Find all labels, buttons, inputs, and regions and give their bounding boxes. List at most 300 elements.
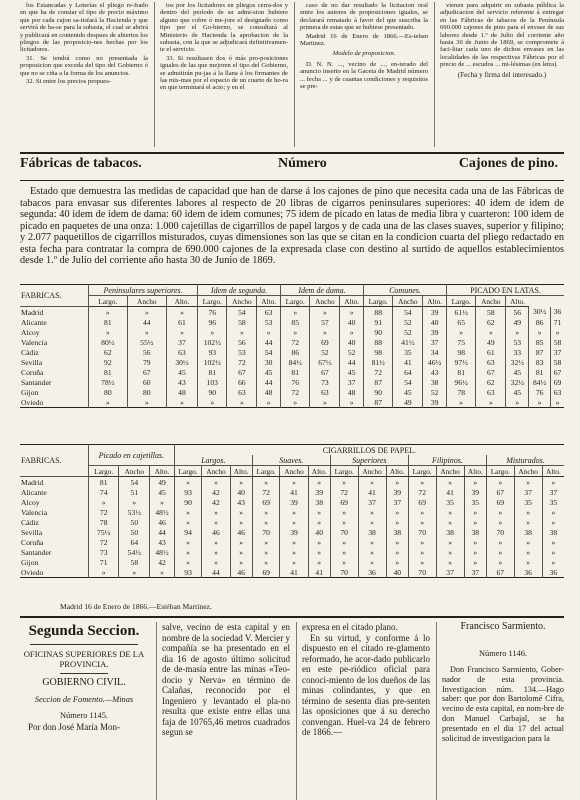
column-subheader: Alto. xyxy=(542,466,564,477)
closing-line: (Fecha y firma del interesado.) xyxy=(457,70,547,79)
table-cell: » xyxy=(202,557,230,567)
factory-name: Santander xyxy=(21,547,52,557)
table-cell: 45 xyxy=(506,367,529,377)
table-cell: 71 xyxy=(550,317,564,327)
column-subheader: Largo. xyxy=(89,466,119,477)
table-cell: 72 xyxy=(252,487,280,497)
table-cell: 93 xyxy=(174,567,202,578)
table-cell: 35 xyxy=(436,497,464,507)
table-cell: 33 xyxy=(506,347,529,357)
column-subheader: Ancho xyxy=(127,296,166,307)
table-row xyxy=(20,557,564,567)
table-cell: 46 xyxy=(202,527,230,537)
rule xyxy=(20,616,564,618)
table-cell: » xyxy=(166,307,197,318)
table-cell: » xyxy=(542,507,564,517)
table-cell: 70 xyxy=(408,527,436,537)
table-cell: 45 xyxy=(257,367,281,377)
table-row xyxy=(20,497,564,507)
group-header: Comunes. xyxy=(364,285,447,296)
table-cell: 94 xyxy=(174,527,202,537)
table-cell: 46½ xyxy=(423,357,447,367)
rule xyxy=(20,180,564,181)
table-cell: 36 xyxy=(550,307,564,318)
table-cell: 102½ xyxy=(198,357,227,367)
factory-name: Alcoy xyxy=(21,497,40,507)
table-cell: » xyxy=(514,547,542,557)
table-cell: » xyxy=(408,547,436,557)
factory-name: Valencia xyxy=(21,337,48,347)
table-cell: 56 xyxy=(227,337,257,347)
table-cell: 51 xyxy=(119,487,150,497)
table-cell: 67½ xyxy=(310,357,340,367)
table-cell: 44 xyxy=(202,567,230,578)
table-cell: 81½ xyxy=(364,357,393,367)
table-cell: 50 xyxy=(119,527,150,537)
table-cell: 85 xyxy=(281,317,310,327)
table-cell: 37 xyxy=(386,497,408,507)
table-cell: 78 xyxy=(89,517,119,527)
table-cell: 43 xyxy=(150,537,174,547)
group-header: PICADO EN LATAS. xyxy=(446,285,564,296)
table-cell: 43 xyxy=(423,367,447,377)
factory-name: Gijon xyxy=(21,387,39,397)
table-cell: » xyxy=(166,327,197,337)
model-heading: Modelo de proposicion. xyxy=(332,50,396,58)
table-cell: » xyxy=(340,397,364,408)
table-cell: 40 xyxy=(230,487,252,497)
table-cell: 38 xyxy=(308,497,330,507)
table-cell: 69 xyxy=(408,497,436,507)
column-subheader: Alto. xyxy=(386,466,408,477)
table-cell: 49 xyxy=(393,397,423,408)
table-cell: 84½ xyxy=(281,357,310,367)
paragraph: los Estancadas y Loterías el pliego re-frado en que ha de constar el tipo de precio máximo que por cada cajon sa-tisfará la Hacienda y que servirá de ba-se para la subasta, el cual se abrirá y publicará en contenido despues de abiertos los pliegos de las proposicio-nes hechas por los licitadores. xyxy=(20,2,148,54)
table-cell: 64 xyxy=(393,367,423,377)
table-cell: 73 xyxy=(89,547,119,557)
table-cell: » xyxy=(464,507,486,517)
column-subheader: Largo. xyxy=(174,466,202,477)
table-row xyxy=(20,337,564,347)
table-cell: 38 xyxy=(386,527,408,537)
table-cell: 37 xyxy=(166,337,197,347)
table-row xyxy=(20,377,564,387)
table-cell: » xyxy=(386,477,408,488)
table-cell: 78 xyxy=(446,387,475,397)
table-cell: » xyxy=(89,307,128,318)
table-cell: » xyxy=(308,547,330,557)
section-title: Segunda Seccion. xyxy=(28,623,140,639)
group-header: Picado en cajetillas. xyxy=(89,445,175,466)
column-subheader: Largo. xyxy=(198,296,227,307)
table-cell: » xyxy=(198,397,227,408)
table-cell: 52 xyxy=(310,347,340,357)
table-cell: » xyxy=(202,547,230,557)
table-cell: » xyxy=(119,567,150,578)
table-cell: 48 xyxy=(257,387,281,397)
table-cell: » xyxy=(358,507,386,517)
table-cell: 81 xyxy=(89,367,128,377)
table-cell: 86 xyxy=(281,347,310,357)
table-cell: 39 xyxy=(308,487,330,497)
table-cell: » xyxy=(202,537,230,547)
table-cell: » xyxy=(486,507,514,517)
table-cell: 34 xyxy=(423,347,447,357)
table-cell: 52 xyxy=(340,347,364,357)
paragraph: expresa en el citado plano. xyxy=(302,622,398,632)
table-cell: 87 xyxy=(364,377,393,387)
table-cell: 54 xyxy=(257,347,281,357)
factory-name: Valencia xyxy=(21,507,48,517)
table-cell: 76 xyxy=(529,387,551,397)
table-cell: 102½ xyxy=(198,337,227,347)
table-cell: 52 xyxy=(423,387,447,397)
table-cell: 39 xyxy=(423,307,447,318)
table-cell: 53½ xyxy=(119,507,150,517)
table-cell: 30½ xyxy=(166,357,197,367)
table-cell: 48 xyxy=(166,387,197,397)
table-cell: » xyxy=(408,507,436,517)
table-cell: » xyxy=(542,547,564,557)
fabricas-header: FABRICAS. xyxy=(20,445,89,477)
table-cell: » xyxy=(446,327,475,337)
table-cell: 30 xyxy=(257,357,281,367)
table-cell: 81 xyxy=(89,317,128,327)
table-cell: » xyxy=(174,507,202,517)
table-cell: 72 xyxy=(408,487,436,497)
column-subheader: Alto. xyxy=(257,296,281,307)
column-subheader: Ancho xyxy=(476,296,506,307)
table-row xyxy=(20,367,564,377)
table-cell: » xyxy=(174,477,202,488)
table-cell: 46 xyxy=(150,517,174,527)
factory-name: Madrid xyxy=(21,477,44,487)
table-cell: » xyxy=(436,517,464,527)
table-cell: 85 xyxy=(529,337,551,347)
table-cell: 40 xyxy=(340,337,364,347)
table-cell: 63 xyxy=(550,387,564,397)
paragraph: Madrid 16 de Enero de 1866.—Es-teban Martinez. xyxy=(300,32,428,48)
table-cell: 76 xyxy=(281,377,310,387)
table-row xyxy=(20,347,564,357)
factory-name: Alcoy xyxy=(21,327,40,337)
table-cell: 67 xyxy=(227,367,257,377)
gobierno-civil: GOBIERNO CIVIL. xyxy=(42,677,126,688)
table-cell: » xyxy=(281,327,310,337)
table-cell: » xyxy=(310,397,340,408)
signature: Madrid 16 de Enero de 1866.—Estéban Martinez. xyxy=(60,602,212,611)
table-row xyxy=(20,487,564,497)
table-row xyxy=(20,307,564,318)
bottom-column-2 xyxy=(162,622,290,738)
table-cell: » xyxy=(166,397,197,408)
table-cell: 66 xyxy=(227,377,257,387)
table-cell: 72 xyxy=(281,337,310,347)
column-subheader: Alto. xyxy=(464,466,486,477)
table-cell: 41 xyxy=(436,487,464,497)
table-cell: » xyxy=(446,397,475,408)
gazette-page xyxy=(14,0,566,800)
table-cell: 93 xyxy=(198,347,227,357)
factory-name: Sevilla xyxy=(21,357,43,367)
table-cell: 40 xyxy=(308,527,330,537)
table-cell: 88 xyxy=(364,307,393,318)
table-cell: 76 xyxy=(198,307,227,318)
table-cell: 52 xyxy=(393,327,423,337)
table-cell: 44 xyxy=(257,377,281,387)
table-cell: » xyxy=(464,517,486,527)
table-cell: 37 xyxy=(423,337,447,347)
table-cell: » xyxy=(358,517,386,527)
table-cell: 58 xyxy=(550,337,564,347)
column-divider xyxy=(156,622,157,800)
table-cell: 65 xyxy=(446,317,475,327)
table-cell: » xyxy=(150,567,174,578)
table-cell: 69 xyxy=(550,377,564,387)
table-cell: 61½ xyxy=(446,307,475,318)
table-cell: 87 xyxy=(364,397,393,408)
table-cell: » xyxy=(308,537,330,547)
group-header: Idem de dama. xyxy=(281,285,364,296)
table-cell: 58 xyxy=(550,357,564,367)
table-cell: 88 xyxy=(364,337,393,347)
table-cell: » xyxy=(227,397,257,408)
table-cell: » xyxy=(127,327,166,337)
table-cell: 53 xyxy=(227,347,257,357)
table-cell: » xyxy=(281,397,310,408)
table-cell: 72 xyxy=(227,357,257,367)
table-cell: 62 xyxy=(89,347,128,357)
table-cell: » xyxy=(542,537,564,547)
table-cell: » xyxy=(386,557,408,567)
column-divider xyxy=(434,2,435,147)
table-cell: 45 xyxy=(393,387,423,397)
paragraph: En su virtud, y conforme á lo dispuesto en el citado re-glamento reformado, he acor-dado publicarlo en este pe-riódico oficial para conoci-miento de los dueños de las minas colindantes, y que en término de sesenta dias pre-senten las oposiciones que á su derecho convengan. Huel-va 24 de febrero de 1866.— xyxy=(302,632,430,737)
section-subtitle: OFICINAS SUPERIORES DE LA PROVINCIA. xyxy=(23,649,145,669)
table-cell: » xyxy=(550,327,564,337)
table-row xyxy=(20,517,564,527)
table-cell: » xyxy=(436,547,464,557)
table-cell: » xyxy=(486,537,514,547)
table-cell: » xyxy=(358,557,386,567)
column-subheader: Alto. xyxy=(308,466,330,477)
table-cell: 84½ xyxy=(529,377,551,387)
table-cell: » xyxy=(310,327,340,337)
factory-name: Cádiz xyxy=(21,347,39,357)
table-cell: » xyxy=(202,517,230,527)
table-cell: » xyxy=(542,517,564,527)
paragraph: salve, vecino de esta capital y en nombre de la sociedad V. Mercier y compañía se ha presentado en el dia 16 de agosto último solicitud de de-masía entre las minas «Teo-docio y Nerva» en término de Calañas, reconocido por el Ingeniero y levantado el pla-no resulta que existe entre ellas una faja de 10765,46 metros cuadrados segun se xyxy=(162,622,290,737)
table-cell: 45 xyxy=(506,387,529,397)
table-cell: » xyxy=(514,517,542,527)
table-cell: 61 xyxy=(166,317,197,327)
table-cell: » xyxy=(340,327,364,337)
group-header: Suaves. xyxy=(252,455,330,466)
table-cell: 54½ xyxy=(119,547,150,557)
factory-name: Oviedo xyxy=(21,567,44,577)
table-row xyxy=(20,537,564,547)
table-cell: 42 xyxy=(202,497,230,507)
column-subheader: Largo. xyxy=(281,296,310,307)
table-cell: 54 xyxy=(119,477,150,488)
table-cell: » xyxy=(408,517,436,527)
rule xyxy=(20,152,564,154)
group-header: Idem de segunda. xyxy=(198,285,281,296)
column-subheader: Largo. xyxy=(252,466,280,477)
table-row xyxy=(20,387,564,397)
table-cell: 49 xyxy=(150,477,174,488)
table-cell: 54 xyxy=(227,307,257,318)
table-cell: 38 xyxy=(358,527,386,537)
bottom-column-4 xyxy=(442,622,564,743)
column-subheader: Alto. xyxy=(230,466,252,477)
title-number: Número xyxy=(278,156,327,171)
table-cell: » xyxy=(358,477,386,488)
column-subheader: Largo. xyxy=(446,296,475,307)
table-cell: 45 xyxy=(166,367,197,377)
table-cell: 97½ xyxy=(446,357,475,367)
table-cell: 42 xyxy=(202,487,230,497)
group-header: Filipinos. xyxy=(408,455,486,466)
numero-1145: Número 1145. xyxy=(59,711,109,720)
table-row xyxy=(20,397,564,408)
table-cell: » xyxy=(386,547,408,557)
table-cell: » xyxy=(330,507,358,517)
table-cell: » xyxy=(408,477,436,488)
top-column-1 xyxy=(20,2,148,86)
table-cell: » xyxy=(386,517,408,527)
table-cell: 40 xyxy=(340,317,364,327)
table-cell: 96½ xyxy=(446,377,475,387)
paragraph: 33. Si resultasen dos ó más pro-posiciones iguales de las que mejoren el tipo del Gobierno, se admitirán pu-jas á la llana á los firmantes de las mis-mas por el espacio de un cuarto de ho-ra en que terminará el acto; y en el xyxy=(160,54,288,92)
table-cell: 41 xyxy=(280,567,308,578)
table-cell: 35 xyxy=(393,347,423,357)
table-cell: 96 xyxy=(198,317,227,327)
table-cell: 69 xyxy=(252,497,280,507)
table-cell: 38 xyxy=(423,377,447,387)
table-cell: » xyxy=(89,327,128,337)
table-cell: » xyxy=(252,537,280,547)
table-cell: 83 xyxy=(529,357,551,367)
bottom-column-1 xyxy=(20,622,148,732)
table-cell: 46 xyxy=(230,527,252,537)
table-cell: » xyxy=(257,397,281,408)
table-cell: » xyxy=(280,517,308,527)
column-subheader: Ancho xyxy=(514,466,542,477)
table-cell: » xyxy=(476,397,506,408)
table-cell: » xyxy=(514,557,542,567)
table-cell: 43 xyxy=(230,497,252,507)
column-subheader: Largo. xyxy=(330,466,358,477)
table-cell: 52 xyxy=(393,317,423,327)
table-cell: 36 xyxy=(358,567,386,578)
table-cell: 44 xyxy=(340,357,364,367)
table-cell: » xyxy=(476,327,506,337)
factory-name: Madrid xyxy=(21,307,44,317)
table-cell: » xyxy=(280,547,308,557)
table-cell: 90 xyxy=(174,497,202,507)
table-cell: 58 xyxy=(119,557,150,567)
table-cell: » xyxy=(464,547,486,557)
table-cell: 72 xyxy=(364,367,393,377)
table-cell: » xyxy=(436,557,464,567)
table-cell: » xyxy=(308,517,330,527)
column-subheader: Ancho xyxy=(227,296,257,307)
factory-name: Oviedo xyxy=(21,397,44,407)
table-cell: » xyxy=(464,557,486,567)
factory-name: Coruña xyxy=(21,367,44,377)
table-cell: » xyxy=(150,497,174,507)
table-cell: » xyxy=(358,547,386,557)
table-cell: 41 xyxy=(393,357,423,367)
table-cell: 69 xyxy=(330,497,358,507)
table-cell: 63 xyxy=(166,347,197,357)
column-divider xyxy=(296,622,297,800)
table-cell: 39 xyxy=(386,487,408,497)
top-column-2 xyxy=(160,2,288,93)
table-cell: » xyxy=(310,307,340,318)
table-cell: 62 xyxy=(476,317,506,327)
table-cell: 49 xyxy=(476,337,506,347)
table-cell: 80 xyxy=(127,387,166,397)
table-cell: 48½ xyxy=(150,507,174,517)
table-cell: » xyxy=(230,507,252,517)
table-cell: 49 xyxy=(506,317,529,327)
table-cell: 98 xyxy=(446,347,475,357)
table-cell: » xyxy=(308,477,330,488)
group-header: Peninsulares superiores. xyxy=(89,285,198,296)
table-cell: 75½ xyxy=(89,527,119,537)
table-cell: 70 xyxy=(330,567,358,578)
table-cell: » xyxy=(202,507,230,517)
table-cell: 67 xyxy=(486,487,514,497)
governor-name: Francisco Sarmiento. xyxy=(460,621,546,632)
column-subheader: Largo. xyxy=(408,466,436,477)
table-cell: » xyxy=(127,307,166,318)
table-cell: » xyxy=(89,567,119,578)
column-divider xyxy=(294,2,295,147)
table-cell: » xyxy=(127,397,166,408)
column-subheader: Largo. xyxy=(364,296,393,307)
paragraph: Don Francisco Sarmiento, Gober-nador de esta provincia. Investigacion núm. 134.—Hago saber: que por don Bartolomé Cifra, vecino de esta capital, en nom-bre de don Manuel Carbajal, se ha presentado en el dia 17 del actual solicitud de investigacion para la xyxy=(442,665,564,743)
table-cell: 103 xyxy=(198,377,227,387)
table-cell: 86 xyxy=(529,317,551,327)
table-cell: 32½ xyxy=(506,377,529,387)
table-cell: 90 xyxy=(364,387,393,397)
table-cell: 32½ xyxy=(506,357,529,367)
table-cell: 62 xyxy=(476,377,506,387)
column-subheader: Alto. xyxy=(166,296,197,307)
table-cell: 63 xyxy=(310,387,340,397)
table-row xyxy=(20,477,564,488)
table-cell: 53 xyxy=(506,337,529,347)
table-cell: » xyxy=(408,557,436,567)
table-cell: 72 xyxy=(89,537,119,547)
table-cell: 81 xyxy=(529,367,551,377)
table-cell: 41 xyxy=(308,567,330,578)
factory-name: Coruña xyxy=(21,537,44,547)
table-cell: 69 xyxy=(310,337,340,347)
table-cell: » xyxy=(464,537,486,547)
table-cell: 81 xyxy=(198,367,227,377)
table-cell: 71 xyxy=(89,557,119,567)
table-cell: 58 xyxy=(476,307,506,318)
table-cell: » xyxy=(486,517,514,527)
table-cell: 72 xyxy=(89,507,119,517)
bottom-column-3 xyxy=(302,622,430,738)
table-cell: 63 xyxy=(257,307,281,318)
table-cell: » xyxy=(252,477,280,488)
